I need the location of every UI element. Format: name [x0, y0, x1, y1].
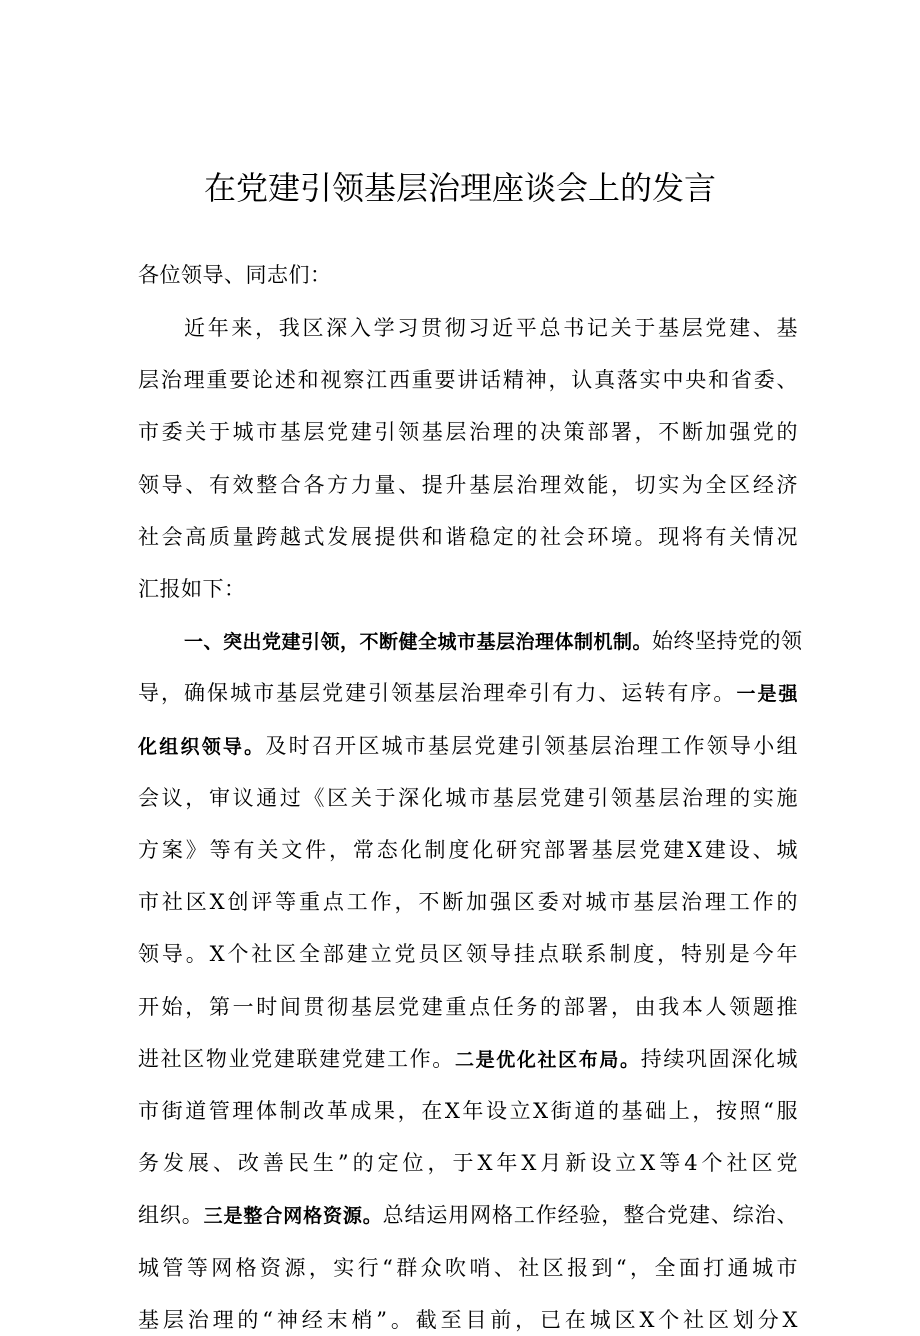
body-text-run: 市街道管理体制改革成果，在X年设立X街道的基础上，按照“服 [138, 1099, 798, 1123]
body-line [138, 1252, 798, 1284]
body-line [138, 1304, 798, 1336]
body-text-run: 总结运用网格工作经验，整合党建、综治、 [382, 1203, 798, 1227]
body-line [138, 886, 798, 918]
body-line [138, 991, 798, 1023]
body-line [138, 1043, 798, 1075]
salutation: 各位领导、同志们： [138, 263, 332, 287]
body-text-run: 开始，第一时间贯彻基层党建重点任务的部署，由我本人领题推 [138, 995, 798, 1019]
body-text-run: 及时召开区城市基层党建引领基层治理工作领导小组 [265, 734, 798, 758]
body-text-run: 社会高质量跨越式发展提供和谐稳定的社会环境。现将有关情况 [138, 525, 798, 549]
body-line [184, 625, 803, 657]
body-text-run: 市社区X创评等重点工作，不断加强区委对城市基层治理工作的 [138, 890, 798, 914]
body-text-run: 务发展、改善民生”的定位，于X年X月新设立X等4个社区党 [138, 1151, 798, 1175]
body-text-run: 市委关于城市基层党建引领基层治理的决策部署，不断加强党的 [138, 420, 798, 444]
body-text-run: 领导、有效整合各方力量、提升基层治理效能，切实为全区经济 [138, 473, 798, 497]
body-text-run: 会议，审议通过《区关于深化城市基层党建引领基层治理的实施 [138, 786, 798, 810]
body-text-run: 方案》等有关文件，常态化制度化研究部署基层党建X建设、城 [138, 838, 798, 862]
body-text-run: 进社区物业党建联建党建工作。 [138, 1047, 455, 1071]
body-line [138, 730, 798, 762]
bold-heading-text: 三是整合网格资源。 [203, 1205, 383, 1227]
bold-heading-text: 一是强 [736, 683, 798, 705]
body-line [138, 469, 798, 501]
body-line [138, 573, 798, 605]
body-text-run: 持续巩固深化城 [640, 1047, 799, 1071]
body-text-run: 导，确保城市基层党建引领基层治理牵引有力、运转有序。 [138, 681, 737, 705]
body-line [138, 1147, 798, 1179]
body-text-run: 层治理重要论述和视察江西重要讲话精神，认真落实中央和省委、 [138, 368, 798, 392]
body-line [138, 677, 798, 709]
document-title: 在党建引领基层治理座谈会上的发言 [203, 169, 716, 207]
body-text-run: 领导。X个社区全部建立党员区领导挂点联系制度，特别是今年 [138, 942, 798, 966]
body-line [138, 521, 798, 553]
body-line [138, 782, 798, 814]
body-text-run: 近年来，我区深入学习贯彻习近平总书记关于基层党建、基 [184, 316, 798, 340]
body-line [138, 834, 798, 866]
body-line [138, 938, 798, 970]
body-text-run: 始终坚持党的领 [652, 629, 803, 653]
bold-heading-text: 一、突出党建引领，不断健全城市基层治理体制机制。 [184, 631, 653, 653]
bold-heading-text: 化组织领导。 [138, 736, 266, 758]
body-text-run: 基层治理的“神经末梢”。截至目前，已在城区X个社区划分X [138, 1308, 798, 1332]
body-line [138, 1095, 798, 1127]
body-line [138, 1199, 798, 1231]
body-text-run: 城管等网格资源，实行“群众吹哨、社区报到“，全面打通城市 [138, 1256, 798, 1280]
body-line [138, 416, 798, 448]
body-text-run: 汇报如下： [138, 577, 246, 601]
body-text-run: 组织。 [138, 1203, 204, 1227]
body-line [138, 364, 798, 396]
body-line [184, 312, 798, 344]
bold-heading-text: 二是优化社区布局。 [454, 1049, 641, 1071]
